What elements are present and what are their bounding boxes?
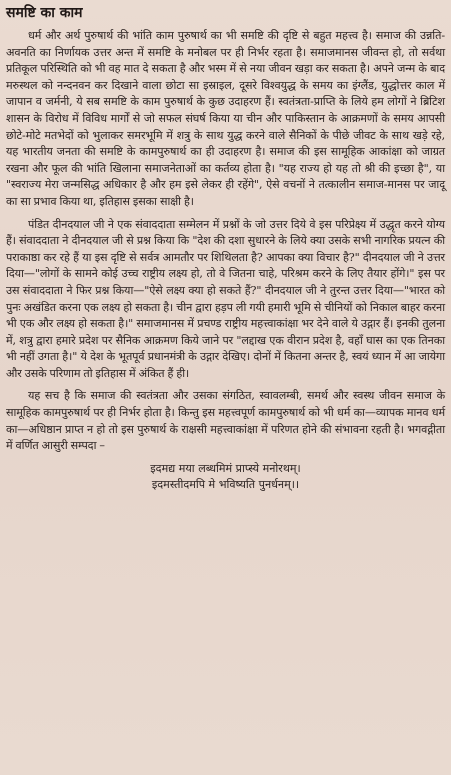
paragraph-3: यह सच है कि समाज की स्वतंत्रता और उसका संगठित, स्वावलम्बी, समर्थ और स्वस्थ जीवन समाज के सामूहिक कामपुरुषार्थ पर ही निर्भर होता है। किन्तु इस महत्त्वपूर्ण कामपुरुषार्थ को भी धर्म का—व्यापक मानव धर्म का—अधिष्ठान प्राप्त न हो तो इस पुरुषार्थ के राक्षसी महत्त्वाकांक्षा में परिणत होने की संभावना रहती है। भगवद्गीता में वर्णित आसुरी सम्पदा – — [6, 389, 445, 453]
verse-line-2: इदमस्तीदमपि मे भविष्यति पुनर्धनम्।। — [151, 478, 300, 492]
paragraph-2: पंडित दीनदयाल जी ने एक संवाददाता सम्मेलन में प्रश्नों के जो उत्तर दिये वे इस परिप्रेक्ष्य में उद्धृत करने योग्य हैं। संवाददाता ने दीनदयाल जी से प्रश्न किया कि "देश की दशा सुधारने के लिये क्या उसके सभी नागरिक प्रयत्न की पराकाष्ठा कर रहे हैं या इस दृष्टि से सर्वत्र आमतौर पर शिथिलता है? आपका क्या विचार है?" दीनदयाल जी ने उत्तर दिया—"लोगों के सामने कोई उच्च राष्ट्रीय लक्ष्य हो, तो वे जितना चाहे, परिश्रम करने के लिए तैयार होंगे।" इस पर उस संवाददाता ने फिर प्रश्न किया—"ऐसे लक्ष्य क्या हो सकते हैं?" दीनदयाल जी ने तुरन्त उत्तर दिया—"भारत को पुनः अखंडित करना एक लक्ष्य हो सकता है। चीन द्वारा हड़प ली गयी हमारी भूमि से चीनियों को निकाल बाहर करना भी एक और लक्ष्य हो सकता है।" समाजमानस में प्रचण्ड राष्ट्रीय महत्त्वाकांक्षा भर देने वाले ये उद्गार हैं। इनकी तुलना में, शत्रु द्वारा हमारे प्रदेश पर सैनिक आक्रमण किये जाने पर "लद्दाख एक वीरान प्रदेश है, वहाँ घास का एक तिनका भी नहीं उगता है।" ये देश के भूतपूर्व प्रधानमंत्री के उद्गार देखिए। दोनों में कितना अन्तर है, स्वयं ध्यान में आ जायेगा और उसके परिणाम तो इतिहास में अंकित हैं ही। — [6, 217, 445, 380]
paragraph-1: धर्म और अर्थ पुरुषार्थ की भांति काम पुरुषार्थ का भी समष्टि की दृष्टि से बहुत महत्त्व है। समाज की उन्नति-अवनति का निर्णायक उत्तर अन्त में समष्टि के मनोबल पर ही निर्भर रहता है। समाजमानस जीवन्त हो, तो सर्वथा प्रतिकूल परिस्थिति को भी वह मात दे सकता है और भस्म में से नया जीवन खड़ा कर सकता है। अपने जन्म के बाद मरुस्थल को नन्दनवन कर दिखाने वाला छोटा सा इस्राइल, दूसरे विश्वयुद्ध के समय का इंग्लैंड, युद्धोत्तर काल में जापान व जर्मनी, ये सब समष्टि के काम पुरुषार्थ के कुछ उदाहरण हैं। स्वतंत्रता-प्राप्ति के लिये हम लोगों ने ब्रिटिश शासन के विरोध में विविध मार्गों से जो सफल संघर्ष किया या चीन और पाकिस्तान के आक्रमणों के समय आपसी छोटे-मोटे मतभेदों को भुलाकर समरभूमि में शत्रु के साथ युद्ध करने वाले सैनिकों के पीछे जीवट के साथ खड़े रहे, यह भारतीय जनता की समष्टि के कामपुरुषार्थ का ही उदाहरण है। समाज की इस सामूहिक आकांक्षा को जाग्रत रखना और फूल की भांति खिलाना समाजनेताओं का कर्तव्य होता है। "यह राज्य हो यह तो श्री की इच्छा है", या "स्वराज्य मेरा जन्मसिद्ध अधिकार है और हम इसे लेकर ही रहेंगे", ऐसे वचनों ने तत्कालीन समाज-मानस पर जादू का सा प्रभाव किया था, इतिहास इसका साक्षी है। — [6, 29, 445, 208]
section-heading: समष्टि का काम — [6, 5, 83, 21]
gita-verse — [6, 461, 445, 494]
verse-line-1: इदमद्य मया लब्धमिमं प्राप्स्ये मनोरथम्। — [150, 461, 301, 475]
